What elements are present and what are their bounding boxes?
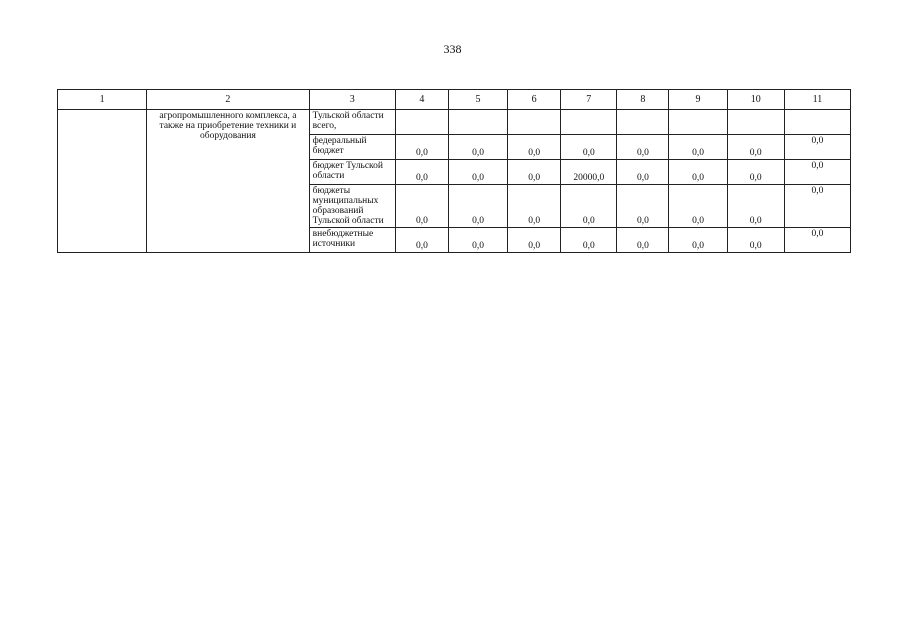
value-cell: 0,0 [784,135,850,160]
value-cell: 0,0 [395,160,448,185]
header-cell: 5 [448,90,507,110]
value-cell: 0,0 [784,228,850,253]
value-cell: 0,0 [561,135,617,160]
empty-cell [58,110,147,253]
value-cell: 0,0 [508,160,561,185]
value-cell: 0,0 [617,185,669,228]
value-cell: 0,0 [508,135,561,160]
value-cell [727,110,784,135]
value-cell: 0,0 [669,185,727,228]
value-cell: 0,0 [727,228,784,253]
header-row [58,90,851,110]
source-cell: внебюджетные источники [309,228,395,253]
value-cell: 0,0 [727,135,784,160]
value-cell: 0,0 [561,185,617,228]
value-cell: 20000,0 [561,160,617,185]
value-cell: 0,0 [669,135,727,160]
value-cell: 0,0 [448,228,507,253]
value-cell [561,110,617,135]
value-cell: 0,0 [448,135,507,160]
value-cell: 0,0 [508,228,561,253]
table-row [58,110,851,135]
value-cell: 0,0 [727,185,784,228]
value-cell: 0,0 [395,228,448,253]
header-cell: 1 [58,90,147,110]
value-cell [784,110,850,135]
header-cell: 7 [561,90,617,110]
value-cell: 0,0 [561,228,617,253]
source-cell: федеральный бюджет [309,135,395,160]
value-cell: 0,0 [617,160,669,185]
header-cell: 4 [395,90,448,110]
source-cell: бюджеты муниципальных образований Тульской области [309,185,395,228]
value-cell [669,110,727,135]
value-cell [448,110,507,135]
value-cell: 0,0 [395,135,448,160]
value-cell: 0,0 [448,160,507,185]
header-cell: 8 [617,90,669,110]
value-cell: 0,0 [395,185,448,228]
value-cell [617,110,669,135]
header-cell: 6 [508,90,561,110]
source-cell: Тульской области всего, [309,110,395,135]
header-cell: 10 [727,90,784,110]
value-cell: 0,0 [448,185,507,228]
header-cell: 11 [784,90,850,110]
value-cell: 0,0 [617,135,669,160]
value-cell [395,110,448,135]
value-cell: 0,0 [669,160,727,185]
header-cell: 9 [669,90,727,110]
value-cell: 0,0 [784,185,850,228]
value-cell: 0,0 [508,185,561,228]
budget-table [57,89,851,253]
value-cell: 0,0 [784,160,850,185]
value-cell: 0,0 [669,228,727,253]
header-cell: 2 [147,90,309,110]
value-cell: 0,0 [727,160,784,185]
page-number: 338 [443,42,462,56]
source-cell: бюджет Тульской области [309,160,395,185]
header-cell: 3 [309,90,395,110]
value-cell: 0,0 [617,228,669,253]
description-cell: агропромышленного комплекса, а также на приобретение техники и оборудования [147,110,309,253]
value-cell [508,110,561,135]
